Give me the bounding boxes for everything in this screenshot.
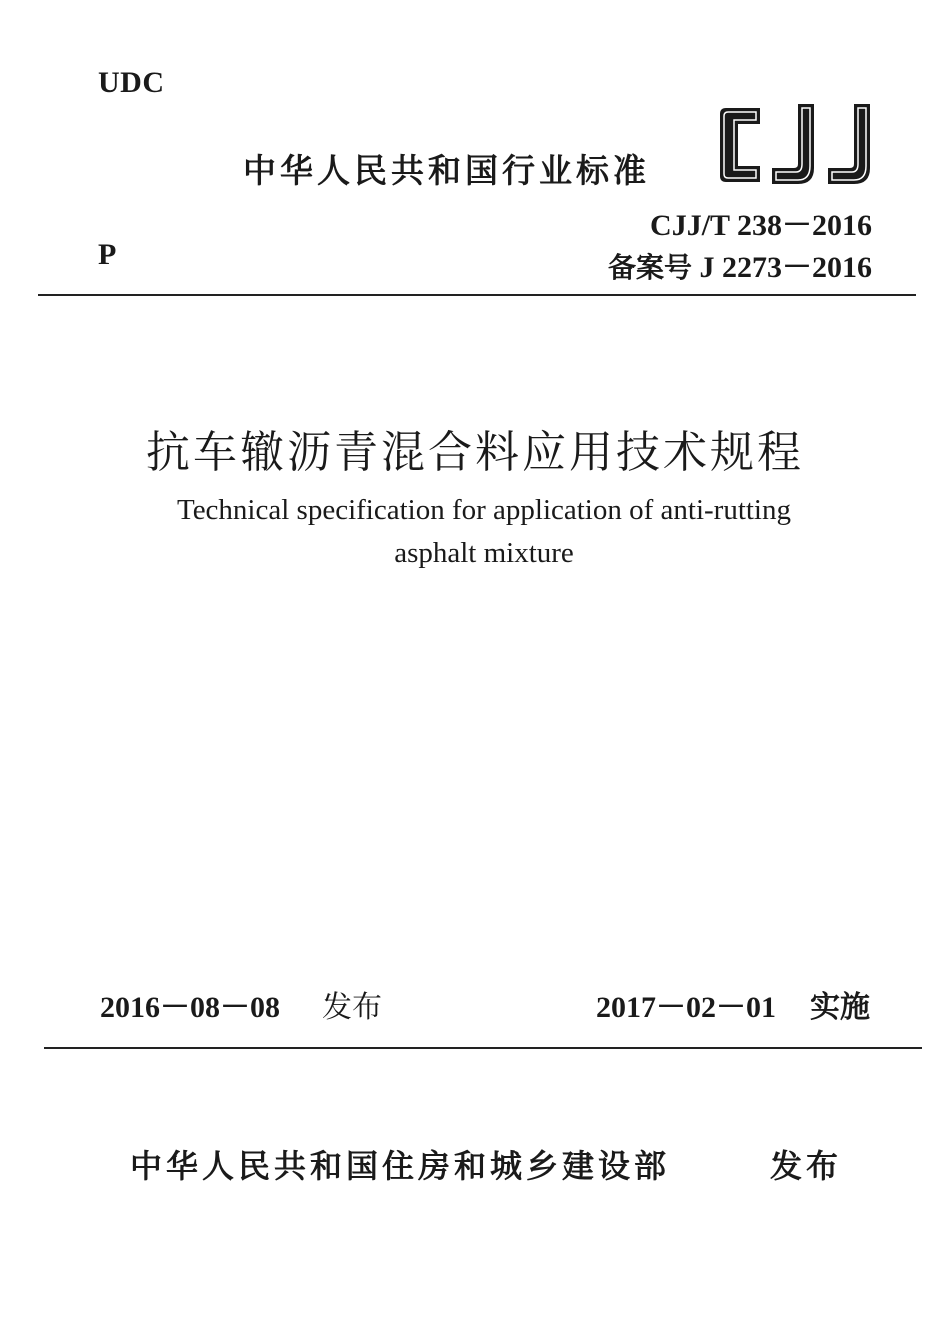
category-code: P	[98, 238, 117, 271]
title-english-line1: Technical specification for application of anti-rutting	[177, 494, 791, 526]
cjj-logo	[716, 100, 876, 190]
bottom-divider	[44, 1047, 922, 1049]
title-chinese: 抗车辙沥青混合料应用技术规程	[146, 427, 804, 478]
record-label: 备案号	[607, 251, 692, 284]
record-number: J 2273－2016	[699, 251, 872, 284]
standard-code: CJJ/T 238－2016	[650, 209, 872, 242]
effective-date: 2017－02－01	[596, 991, 776, 1024]
udc-label: UDC	[98, 66, 165, 99]
effective-label: 实施	[810, 990, 870, 1025]
publish-label: 发布	[770, 1147, 843, 1185]
top-divider	[38, 294, 916, 296]
issue-label: 发布	[322, 990, 382, 1025]
publisher: 中华人民共和国住房和城乡建设部	[130, 1147, 671, 1185]
title-english-line2: asphalt mixture	[394, 537, 574, 569]
record-number-line	[608, 242, 872, 286]
industry-standard-title: 中华人民共和国行业标准	[243, 151, 650, 190]
issue-date: 2016－08－08	[100, 991, 280, 1024]
